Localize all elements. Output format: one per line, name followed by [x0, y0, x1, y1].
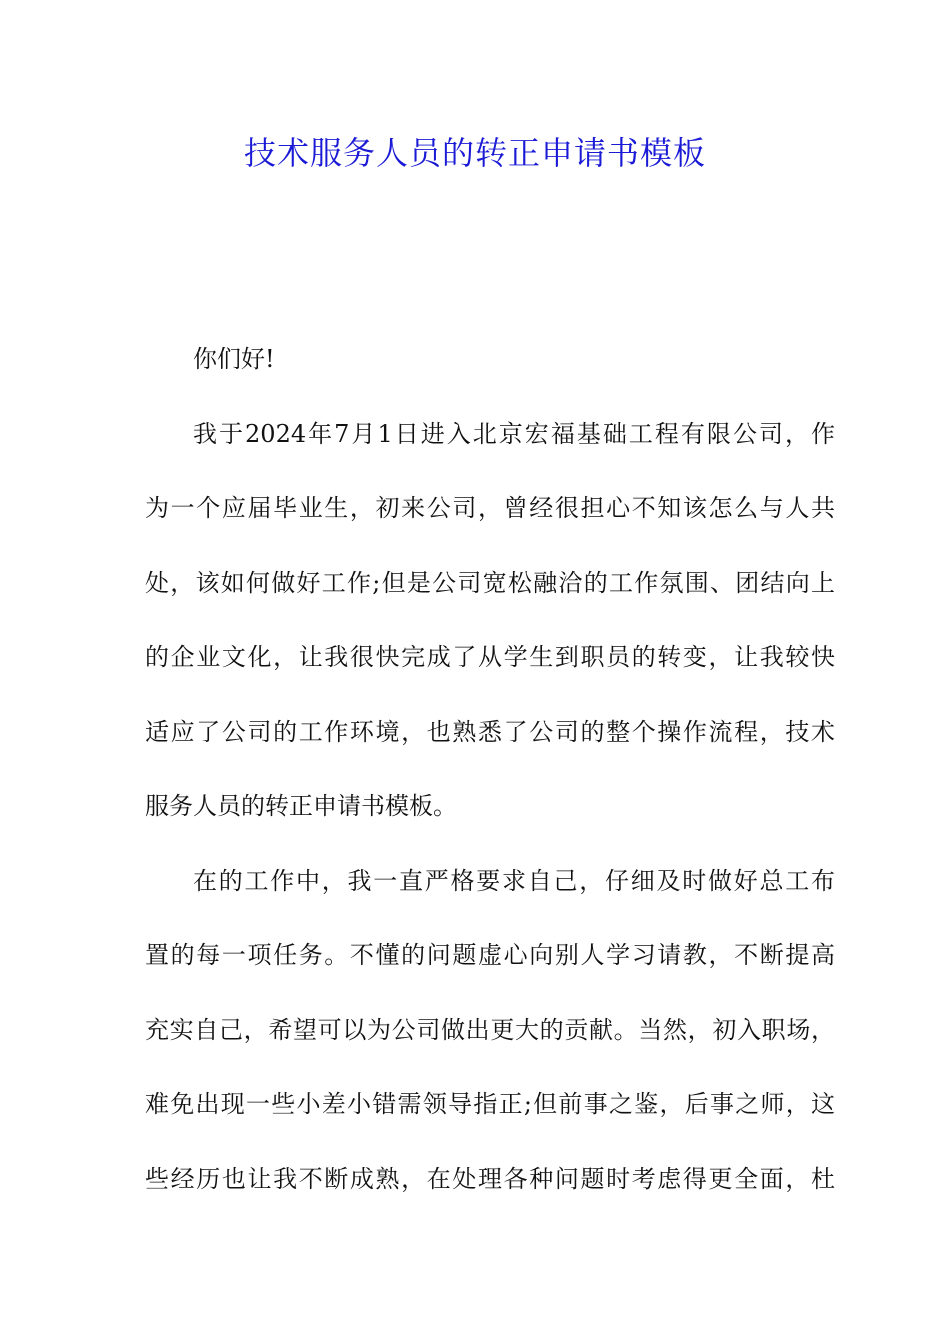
- paragraph-line: 难免出现一些小差小错需领导指正;但前事之鉴，后事之师，这: [145, 1090, 835, 1118]
- paragraph-line: 适应了公司的工作环境，也熟悉了公司的整个操作流程，技术: [145, 717, 835, 746]
- paragraph-line: 置的每一项任务。不懂的问题虚心向别人学习请教，不断提高: [145, 941, 835, 969]
- paragraph-line: 我于2024年7月1日进入北京宏福基础工程有限公司，作: [193, 419, 835, 448]
- paragraph-line: 处，该如何做好工作;但是公司宽松融洽的工作氛围、团结向上: [145, 568, 835, 597]
- paragraph-line: 在的工作中，我一直严格要求自己，仔细及时做好总工布: [193, 866, 835, 895]
- document-body: [145, 322, 835, 1216]
- greeting-line: 你们好!: [193, 345, 275, 373]
- paragraph-line: 服务人员的转正申请书模板。: [145, 792, 457, 820]
- paragraph-line: 的企业文化，让我很快完成了从学生到职员的转变，让我较快: [145, 643, 835, 671]
- document-title: 技术服务人员的转正申请书模板: [243, 134, 706, 172]
- paragraph-line: 充实自己，希望可以为公司做出更大的贡献。当然，初入职场，: [145, 1015, 835, 1044]
- paragraph-line: 为一个应届毕业生，初来公司，曾经很担心不知该怎么与人共: [145, 494, 835, 522]
- paragraph-line: 些经历也让我不断成熟，在处理各种问题时考虑得更全面，杜: [145, 1164, 835, 1193]
